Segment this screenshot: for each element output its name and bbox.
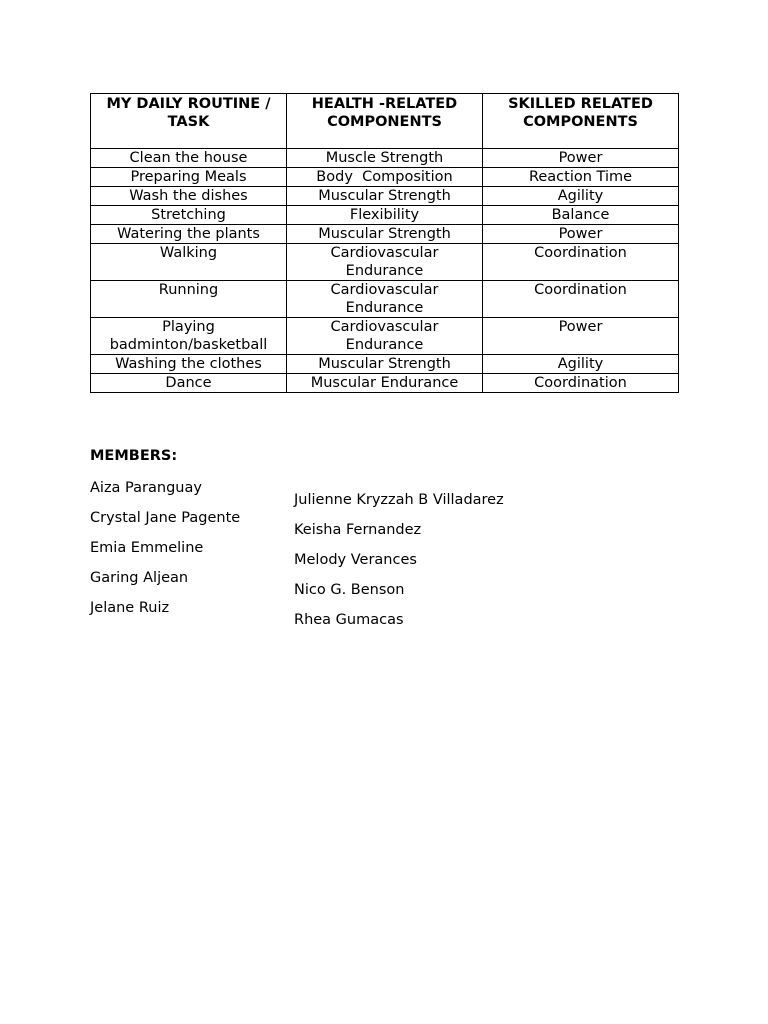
task-cell: Playing badminton/basketball — [91, 318, 287, 355]
table-row — [91, 244, 679, 281]
member-name: Keisha Fernandez — [294, 522, 422, 538]
health-component-cell: Muscle Strength — [287, 149, 483, 168]
member-name: Melody Verances — [294, 552, 417, 568]
health-component-cell: Cardiovascular Endurance — [287, 318, 483, 355]
task-cell: Washing the clothes — [91, 355, 287, 374]
task-cell: Running — [91, 281, 287, 318]
member-name: Aiza Paranguay — [90, 480, 202, 496]
skill-component-cell: Agility — [483, 187, 679, 206]
task-cell: Stretching — [91, 206, 287, 225]
task-cell: Watering the plants — [91, 225, 287, 244]
member-name: Rhea Gumacas — [294, 612, 404, 628]
header-daily-routine: MY DAILY ROUTINE / TASK — [91, 94, 287, 149]
table-row — [91, 355, 679, 374]
health-component-cell: Body Composition — [287, 168, 483, 187]
member-name: Jelane Ruiz — [90, 600, 170, 616]
task-cell: Dance — [91, 374, 287, 393]
skill-component-cell: Coordination — [483, 281, 679, 318]
routine-components-table — [90, 93, 679, 393]
header-health-related: HEALTH -RELATED COMPONENTS — [287, 94, 483, 149]
table-row — [91, 374, 679, 393]
member-name: Nico G. Benson — [294, 582, 405, 598]
skill-component-cell: Power — [483, 149, 679, 168]
member-name: Emia Emmeline — [90, 540, 204, 556]
table-row — [91, 168, 679, 187]
member-name: Julienne Kryzzah B Villadarez — [294, 492, 504, 508]
task-cell: Walking — [91, 244, 287, 281]
table-header-row — [91, 94, 679, 149]
header-skill-related: SKILLED RELATED COMPONENTS — [483, 94, 679, 149]
table-row — [91, 281, 679, 318]
skill-component-cell: Reaction Time — [483, 168, 679, 187]
skill-component-cell: Coordination — [483, 244, 679, 281]
health-component-cell: Muscular Strength — [287, 355, 483, 374]
skill-component-cell: Agility — [483, 355, 679, 374]
skill-component-cell: Power — [483, 318, 679, 355]
task-cell: Preparing Meals — [91, 168, 287, 187]
table-row — [91, 149, 679, 168]
skill-component-cell: Coordination — [483, 374, 679, 393]
table-row — [91, 187, 679, 206]
health-component-cell: Muscular Strength — [287, 187, 483, 206]
health-component-cell: Muscular Endurance — [287, 374, 483, 393]
health-component-cell: Cardiovascular Endurance — [287, 281, 483, 318]
members-heading: MEMBERS: — [90, 448, 178, 464]
skill-component-cell: Balance — [483, 206, 679, 225]
health-component-cell: Muscular Strength — [287, 225, 483, 244]
task-cell: Clean the house — [91, 149, 287, 168]
table-row — [91, 206, 679, 225]
health-component-cell: Cardiovascular Endurance — [287, 244, 483, 281]
members-list-right — [294, 491, 504, 641]
member-name: Crystal Jane Pagente — [90, 510, 241, 526]
table-row — [91, 318, 679, 355]
table-row — [91, 225, 679, 244]
members-list-left — [90, 479, 240, 629]
member-name: Garing Aljean — [90, 570, 189, 586]
health-component-cell: Flexibility — [287, 206, 483, 225]
skill-component-cell: Power — [483, 225, 679, 244]
task-cell: Wash the dishes — [91, 187, 287, 206]
